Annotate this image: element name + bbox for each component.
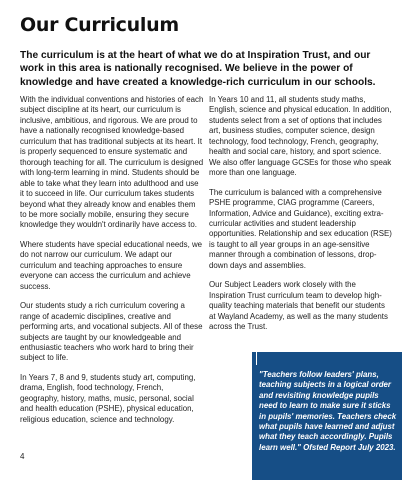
page-title: Our Curriculum [20, 14, 179, 36]
special-needs-paragraph: Where students have special educational needs, we do not narrow our curriculum. We adapt our curriculum and teaching approaches to ensure everyone can access the curriculum and achieve success. [20, 239, 203, 291]
intro-paragraph: The curriculum is at the heart of what we do at Inspiration Trust, and our work in this area is nationally recognised. We believe in the power of knowledge and have created a knowledge-rich curriculum in our schools. [20, 50, 376, 88]
years-10-11-paragraph: In Years 10 and 11, all students study maths, English, science and physical education. In addition, students select from a set of options that includes art, business studies, computer science, design technology, food technology, French, geography, health and social care, history, and sport science. We also offer language GCSEs for those who speak more than one language. [209, 95, 392, 178]
right-column [209, 95, 393, 342]
page-number: 4 [20, 452, 25, 461]
subject-leaders-paragraph: Our Subject Leaders work closely with the Inspiration Trust curriculum team to develop high-quality teaching materials that benefit our students at Wayland Academy, as well as the many students across the Trust. [209, 280, 388, 332]
curriculum-overview-paragraph: With the individual conventions and histories of each subject discipline at its heart, our curriculum is inclusive, ambitious, and rigorous. We are proud to have a nationally recognised knowledge-based curriculum that has traditional subjects at its heart. It is properly sequenced to ensure systematic and thorough teaching for all. The curriculum is designed with long-term learning in mind. Students should be able to take what they learn into adulthood and use it to succeed in life. Our curriculum takes students beyond what they already know and enables them to be more socially mobile, ensuring they secure knowledge they wouldn't ordinarily have access to. [20, 95, 204, 230]
balanced-curriculum-paragraph: The curriculum is balanced with a comprehensive PSHE programme, CIAG programme (Careers, Information, Advice and Guidance), exciting extra-curricular activities and student leadership opportunities. Relationship and sex education (RSE) is taught to all year groups in an age-sensitive manner through a combination of lessons, drop-down days and assemblies. [209, 187, 392, 270]
quote-corner-bracket-icon [256, 348, 273, 365]
years-7-9-paragraph: In Years 7, 8 and 9, students study art, computing, drama, English, food technology, French, geography, history, maths, music, personal, social and health education (PSHE), physical education, religious education, science and technology. [20, 372, 196, 424]
rich-curriculum-paragraph: Our students study a rich curriculum covering a range of academic disciplines, creative and performing arts, and vocational subjects. All of these subjects are taught by our knowledgeable and enthusiastic teachers who work hard to bring their subject to life. [20, 301, 203, 363]
left-column [20, 95, 204, 434]
ofsted-quote-text: "Teachers follow leaders' plans, teaching subjects in a logical order and revisiting knowledge pupils need to learn to make sure it sticks in pupils' memories. Teachers check what pupils have learned and adjust what they teach accordingly. Pupils learn well." Ofsted Report July 2023. [259, 370, 397, 452]
